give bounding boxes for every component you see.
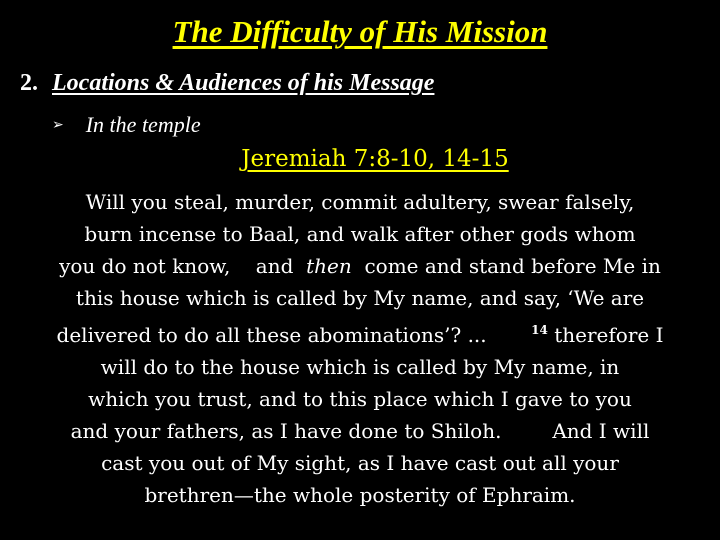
scripture-line [14,383,706,415]
scripture-segment: and [255,254,294,278]
scripture-text [14,186,706,511]
scripture-segment: will do to the house which is called by My name, in [100,355,620,379]
slide-title: The Difficulty of His Mission [172,14,548,49]
scripture-segment: burn incense to Baal, and walk after other gods whom [84,222,636,246]
heading-text: Locations & Audiences of his Message [52,70,435,96]
scripture-line [14,250,706,282]
scripture-segment: Will you steal, murder, commit adultery, swear falsely, [85,190,635,214]
scripture-line [14,415,706,447]
scripture-reference: Jeremiah 7:8-10, 14-15 [241,146,509,172]
arrow-bullet-icon: ➢ [52,118,64,133]
scripture-line [14,314,706,351]
scripture-segment: you do not know, [59,254,231,278]
scripture-segment: delivered to do all these abominations’? ... [56,323,487,347]
bullet-text: In the temple [85,112,201,137]
scripture-emphasis: then [306,254,352,278]
scripture-line [14,282,706,314]
scripture-line [14,351,706,383]
section-heading [20,70,434,97]
scripture-line [14,479,706,511]
scripture-segment: And I will [552,419,650,443]
bullet-item [52,112,201,138]
scripture-line [14,186,706,218]
scripture-segment: this house which is called by My name, and say, ‘We are [75,286,645,310]
scripture-segment: come and stand before Me in [364,254,661,278]
scripture-segment: which you trust, and to this place which I gave to you [88,387,632,411]
scripture-line [14,218,706,250]
verse-number: 14 [531,323,548,337]
scripture-line [14,447,706,479]
scripture-segment: and your fathers, as I have done to Shiloh. [70,419,502,443]
heading-number: 2. [20,70,38,96]
scripture-segment: brethren—the whole posterity of Ephraim. [144,483,576,507]
scripture-segment: cast you out of My sight, as I have cast out all your [101,451,619,475]
scripture-segment: therefore I [554,323,664,347]
